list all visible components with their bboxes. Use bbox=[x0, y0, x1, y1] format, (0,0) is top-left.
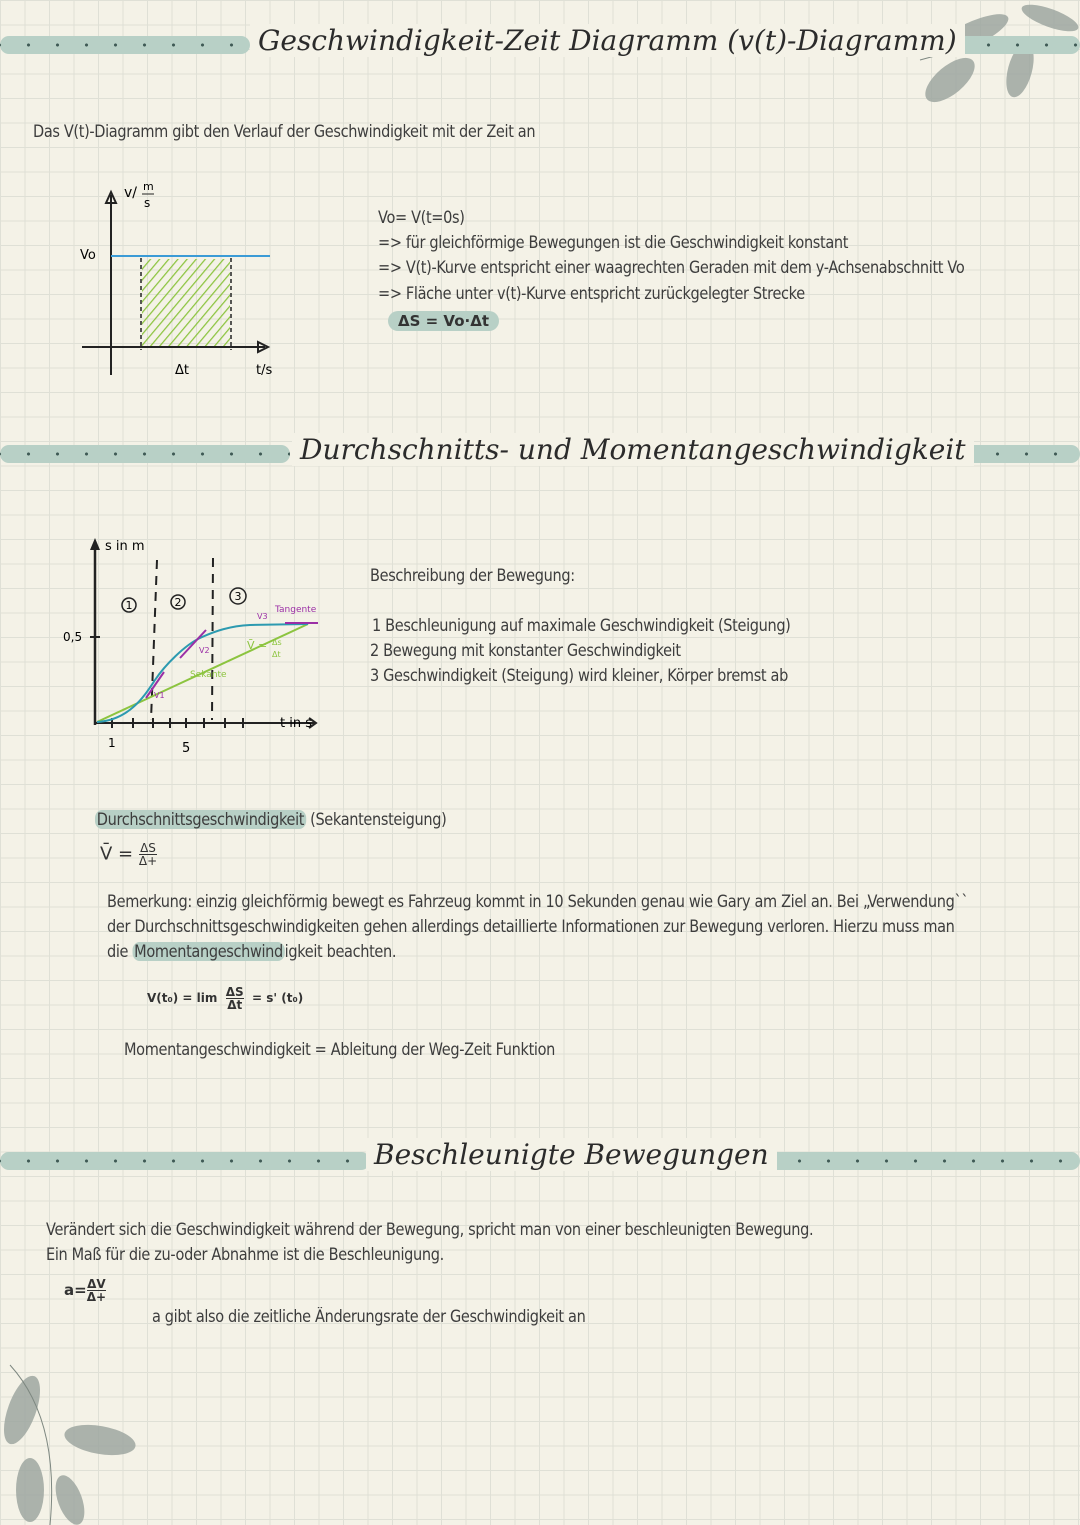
x-axis-label: t in s bbox=[280, 716, 312, 731]
acc-formula bbox=[64, 1278, 106, 1303]
vt-note: => Fläche unter v(t)-Kurve entspricht zurückgelegter Strecke bbox=[378, 284, 805, 303]
y-unit-num: m bbox=[143, 180, 154, 193]
v0-label: Vo bbox=[80, 248, 96, 263]
formula-denominator: Δ+ bbox=[86, 1290, 107, 1304]
formula-lhs: a= bbox=[64, 1281, 87, 1299]
section-title: Geschwindigkeit-Zeit Diagramm (v(t)-Diagramm) bbox=[250, 24, 965, 57]
distance-formula bbox=[388, 312, 499, 330]
vt-intro: Das V(t)-Diagramm gibt den Verlauf der Geschwindigkeit mit der Zeit an bbox=[33, 122, 536, 141]
avg-velocity-term: Durchschnittsgeschwindigkeit bbox=[96, 810, 305, 829]
phase-description: 2 Bewegung mit konstanter Geschwindigkeit bbox=[370, 641, 681, 660]
remark-line bbox=[107, 942, 396, 961]
remark-line: Bemerkung: einzig gleichförmig bewegt es Fahrzeug kommt in 10 Sekunden genau wie Gary am Ziel an. Bei „Verwendung`` bbox=[107, 892, 969, 911]
dt-label: Δt bbox=[272, 650, 281, 659]
formula-denominator: Δt bbox=[227, 998, 243, 1012]
avg-velocity-formula bbox=[100, 842, 157, 867]
section-banner bbox=[0, 433, 1080, 466]
definition: Momentangeschwindigkeit = Ableitung der Weg-Zeit Funktion bbox=[124, 1040, 555, 1059]
vt-note: Vo= V(t=0s) bbox=[378, 208, 465, 227]
section-banner bbox=[0, 1138, 1080, 1171]
y-axis-arrow-icon bbox=[90, 538, 100, 550]
formula-lhs: V(t₀) = lim bbox=[147, 991, 218, 1005]
y-axis-label: s in m bbox=[105, 539, 145, 554]
x-tick-label: 1 bbox=[108, 736, 116, 750]
remark-text: beachten. bbox=[322, 942, 397, 961]
distance-formula-text: ΔS = Vo·Δt bbox=[388, 311, 499, 331]
remark-text: igkeit bbox=[284, 942, 323, 961]
ds-label: Δs bbox=[272, 638, 282, 647]
remark-highlight: Momentangeschwind bbox=[134, 942, 283, 961]
formula-lhs: V̄ = bbox=[100, 843, 134, 865]
phase-3-label: 3 bbox=[234, 590, 242, 603]
vt-note: => für gleichförmige Bewegungen ist die Geschwindigkeit konstant bbox=[378, 233, 849, 252]
formula-denominator: Δ+ bbox=[138, 854, 158, 868]
vbar-label: V̄ = bbox=[247, 639, 268, 652]
x-tick-label: 5 bbox=[182, 741, 191, 756]
formula-numerator: ΔV bbox=[87, 1277, 106, 1291]
v1-label: V1 bbox=[154, 691, 165, 700]
secant-label: Sekante bbox=[190, 670, 227, 680]
section-banner bbox=[0, 24, 1080, 57]
remark-text: die bbox=[107, 942, 133, 961]
formula-rhs: = s' (t₀) bbox=[252, 991, 304, 1005]
phase-description: 3 Geschwindigkeit (Steigung) wird kleiner, Körper bremst ab bbox=[370, 666, 788, 685]
avg-velocity-heading bbox=[95, 810, 446, 829]
eucalyptus-leaves-icon bbox=[0, 1360, 150, 1525]
vt-note: => V(t)-Kurve entspricht einer waagrechten Geraden mit dem y-Achsenabschnitt Vo bbox=[378, 258, 965, 277]
eucalyptus-leaves-icon bbox=[910, 0, 1080, 135]
phase-2-label: 2 bbox=[174, 596, 182, 609]
x-axis-label: t/s bbox=[256, 363, 273, 378]
section-title: Beschleunigte Bewegungen bbox=[366, 1138, 777, 1171]
phase-description: 1 Beschleunigung auf maximale Geschwindigkeit (Steigung) bbox=[372, 616, 791, 635]
y-axis-label: v/ bbox=[124, 185, 138, 201]
st-diagram bbox=[50, 530, 340, 760]
formula-numerator: ΔS bbox=[140, 841, 156, 855]
avg-velocity-note: (Sekantensteigung) bbox=[310, 810, 447, 829]
formula-numerator: ΔS bbox=[225, 985, 244, 999]
v2-label: V2 bbox=[199, 646, 210, 655]
acc-note: a gibt also die zeitliche Änderungsrate der Geschwindigkeit an bbox=[152, 1307, 586, 1326]
acc-line: Ein Maß für die zu-oder Abnahme ist die Beschleunigung. bbox=[46, 1245, 444, 1264]
vt-diagram bbox=[60, 170, 300, 390]
limit-formula bbox=[147, 986, 303, 1011]
v3-label: V3 bbox=[257, 612, 268, 621]
tangent-label: Tangente bbox=[275, 605, 317, 615]
dt-label: Δt bbox=[175, 363, 189, 378]
motion-heading: Beschreibung der Bewegung: bbox=[370, 566, 575, 585]
area-under-curve bbox=[142, 259, 230, 346]
section-title: Durchschnitts- und Momentangeschwindigkeit bbox=[292, 433, 974, 466]
remark-line: der Durchschnittsgeschwindigkeiten gehen allerdings detaillierte Informationen zur Bewegung verloren. Hierzu muss man bbox=[107, 917, 955, 936]
acc-line: Verändert sich die Geschwindigkeit während der Bewegung, spricht man von einer beschleunigten Bewegung. bbox=[46, 1220, 814, 1239]
phase-1-label: 1 bbox=[125, 599, 133, 612]
y-tick-label: 0,5 bbox=[63, 630, 83, 644]
y-unit-den: s bbox=[144, 196, 151, 210]
